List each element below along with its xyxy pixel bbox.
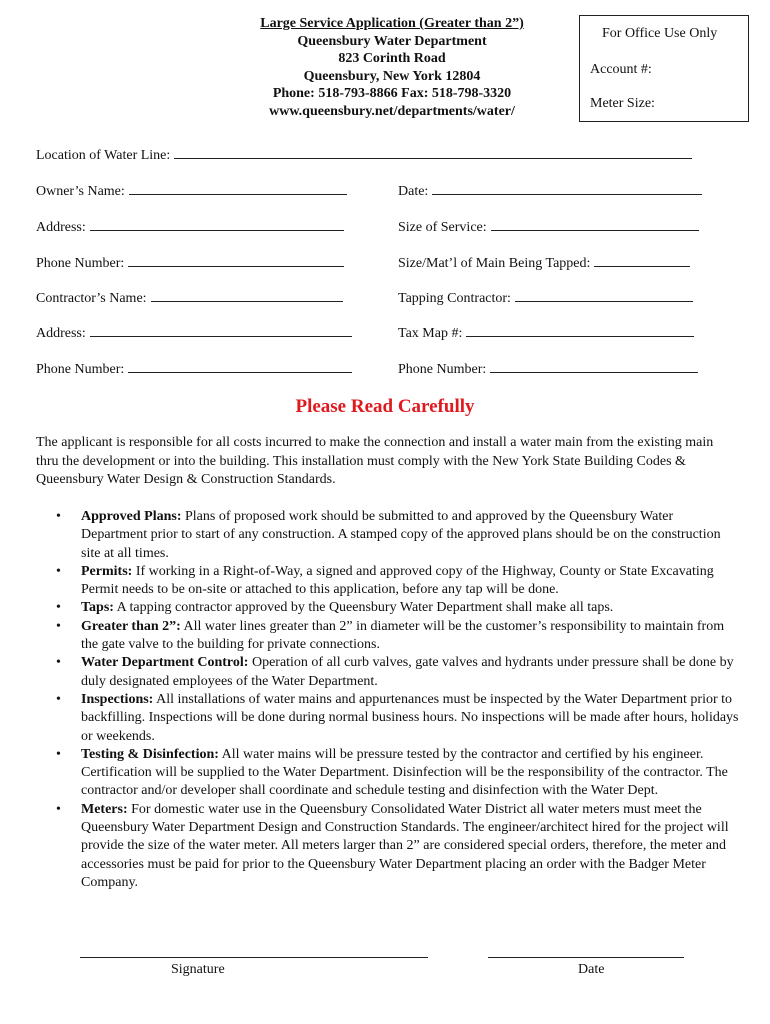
bullet-term: Permits: <box>81 563 133 579</box>
phone-label-1: Phone Number: <box>36 256 125 271</box>
letterhead <box>220 15 564 120</box>
bullet-icon: • <box>56 691 61 707</box>
phone-field-3[interactable] <box>398 359 698 378</box>
address-label-1: Address: <box>36 220 86 235</box>
contractor-name-label: Contractor’s Name: <box>36 291 147 306</box>
bullet-icon: • <box>56 618 61 634</box>
bullet-icon: • <box>56 655 61 671</box>
list-item <box>56 691 740 746</box>
owner-name-line[interactable] <box>129 181 347 195</box>
bullet-text: All installations of water mains and appurtenances must be inspected by the Water Department prior to backfilling. Inspections will be done during normal business hours. No inspections will be made after hours, holidays or weekends. <box>81 691 739 744</box>
phone-line-3[interactable] <box>490 359 698 373</box>
signature-label: Signature <box>171 962 225 977</box>
bullet-term: Meters: <box>81 801 128 817</box>
contractor-name-line[interactable] <box>151 288 343 302</box>
bullet-term: Inspections: <box>81 691 154 707</box>
contractor-name-field[interactable] <box>36 288 343 307</box>
street-address: 823 Corinth Road <box>338 51 446 66</box>
account-label: Account #: <box>590 62 652 77</box>
phone-label-2: Phone Number: <box>36 362 125 377</box>
please-read-heading: Please Read Carefully <box>295 396 475 417</box>
main-tapped-line[interactable] <box>594 253 690 267</box>
date-line[interactable] <box>432 181 702 195</box>
bullet-term: Water Department Control: <box>81 655 249 671</box>
main-tapped-label: Size/Mat’l of Main Being Tapped: <box>398 256 591 271</box>
office-use-box <box>579 15 749 122</box>
tax-map-line[interactable] <box>466 323 694 337</box>
tapping-contractor-label: Tapping Contractor: <box>398 291 511 306</box>
meter-size-field[interactable] <box>590 96 656 112</box>
list-item <box>56 563 740 600</box>
list-item <box>56 746 740 801</box>
size-of-service-label: Size of Service: <box>398 220 487 235</box>
list-item <box>56 599 740 617</box>
meter-size-label: Meter Size: <box>590 96 655 111</box>
phone-line-1[interactable] <box>128 253 344 267</box>
office-use-title: For Office Use Only <box>602 26 718 41</box>
account-field[interactable] <box>590 62 653 78</box>
requirements-list <box>56 508 740 892</box>
bullet-term: Testing & Disinfection: <box>81 746 219 762</box>
owner-name-field[interactable] <box>36 181 347 200</box>
signature-line[interactable] <box>80 957 428 958</box>
bullet-text: All water mains will be pressure tested by the contractor and certified by his engineer. Certification will be supplied to the Water Department. Disinfection will be the responsibility of the contractor. The contractor and/or developer shall coordinate and schedule testing and disinfection with the Water Dept. <box>81 746 728 799</box>
bullet-term: Taps: <box>81 600 114 616</box>
bullet-icon: • <box>56 600 61 616</box>
bullet-term: Approved Plans: <box>81 509 182 524</box>
website: www.queensbury.net/departments/water/ <box>269 103 515 119</box>
bullet-text: All water lines greater than 2” in diameter will be the customer’s responsibility to maintain from the gate valve to the building for private connections. <box>81 618 725 653</box>
location-label: Location of Water Line: <box>36 148 171 163</box>
bullet-icon: • <box>56 563 61 579</box>
address-field-2[interactable] <box>36 323 352 342</box>
signature-date-label: Date <box>578 962 605 977</box>
signature-date-line[interactable] <box>488 957 684 958</box>
tax-map-field[interactable] <box>398 323 694 342</box>
bullet-icon: • <box>56 746 61 762</box>
bullet-icon: • <box>56 801 61 817</box>
address-field-1[interactable] <box>36 217 344 236</box>
list-item <box>56 618 740 655</box>
bullet-text: For domestic water use in the Queensbury Consolidated Water District all water meters must meet the Queensbury Water Department Design and Construction Standards. The engineer/architect hired for the project will provide the size of the water meter. All meters larger than 2” are considered special orders, therefore, the meter and accessories must be paid for prior to the Queensbury Water Department placing an order with the Badger Meter Company. <box>81 801 729 890</box>
bullet-text: If working in a Right-of-Way, a signed and approved copy of the Highway, County or State Excavating Permit needs to be on-site or attached to this application, before any tap will be done. <box>81 563 714 598</box>
phone-label-3: Phone Number: <box>398 362 487 377</box>
tapping-contractor-line[interactable] <box>515 288 693 302</box>
bullet-text: A tapping contractor approved by the Queensbury Water Department shall make all taps. <box>113 600 614 616</box>
owner-name-label: Owner’s Name: <box>36 184 125 199</box>
phone-line-2[interactable] <box>128 359 352 373</box>
bullet-text: Operation of all curb valves, gate valves and hydrants under pressure shall be done by duly designated employees of the Water Department. <box>81 655 734 689</box>
phone-field-1[interactable] <box>36 253 344 272</box>
city-address: Queensbury, New York 12804 <box>303 68 481 84</box>
form-title: Large Service Application (Greater than 2”) <box>260 16 524 31</box>
size-of-service-field[interactable] <box>398 217 699 236</box>
date-field[interactable] <box>398 181 702 200</box>
address-line-1[interactable] <box>90 217 344 231</box>
list-item <box>56 508 740 563</box>
address-label-2: Address: <box>36 326 86 341</box>
location-field[interactable] <box>36 145 692 164</box>
intro-paragraph: The applicant is responsible for all costs incurred to make the connection and install a water main from the existing main thru the development or into the building. This installation must comply with the New York State Building Codes & Queensbury Water Design & Construction Standards. <box>36 435 714 487</box>
list-item <box>56 801 740 892</box>
main-tapped-field[interactable] <box>398 253 690 272</box>
bullet-text: Plans of proposed work should be submitted to and approved by the Queensbury Water Department prior to start of any construction. A stamped copy of the approved plans should be on the construction site at all times. <box>81 509 721 561</box>
bullet-term: Greater than 2”: <box>81 618 181 634</box>
date-label: Date: <box>398 184 429 199</box>
tax-map-label: Tax Map #: <box>398 326 463 341</box>
address-line-2[interactable] <box>90 323 352 337</box>
size-of-service-line[interactable] <box>491 217 699 231</box>
phone-fax: Phone: 518-793-8866 Fax: 518-798-3320 <box>272 86 512 101</box>
department-name: Queensbury Water Department <box>297 33 487 49</box>
bullet-icon: • <box>56 509 61 524</box>
location-line[interactable] <box>174 145 692 159</box>
list-item <box>56 654 740 691</box>
phone-field-2[interactable] <box>36 359 352 378</box>
tapping-contractor-field[interactable] <box>398 288 693 307</box>
